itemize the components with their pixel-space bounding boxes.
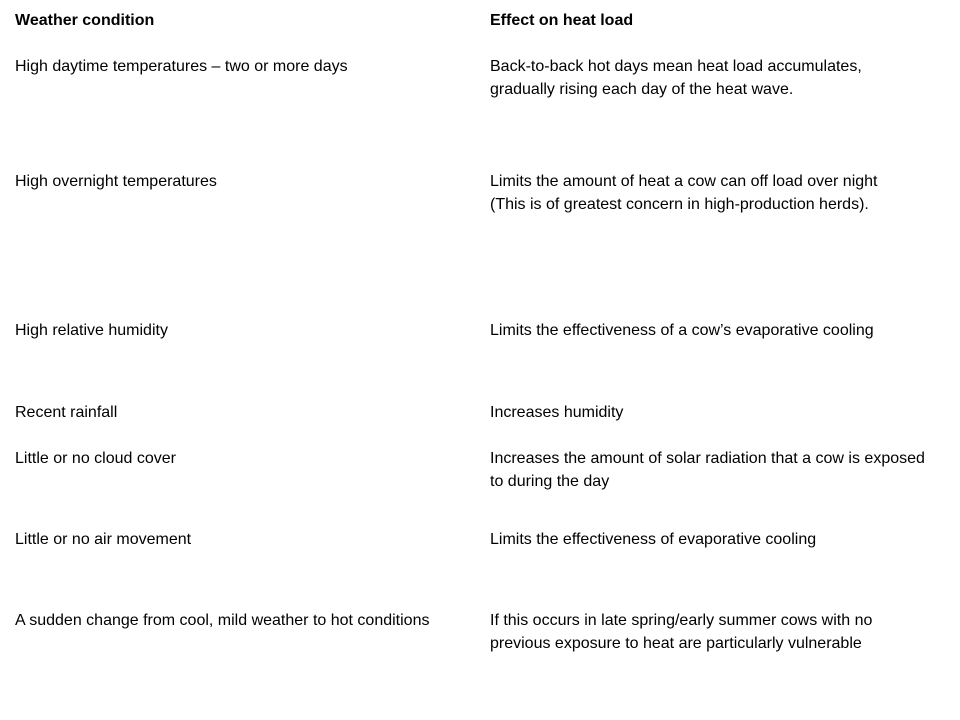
row-6-condition: Little or no air movement (15, 531, 192, 548)
row-2-effect: Limits the amount of heat a cow can off load over night (This is of greatest concern in high-production herds). (490, 173, 878, 213)
row-1-condition: High daytime temperatures – two or more days (15, 58, 348, 75)
row-3-effect: Limits the effectiveness of a cow’s evaporative cooling (490, 322, 874, 339)
row-7-effect: If this occurs in late spring/early summer cows with no previous exposure to heat are particularly vulnerable (490, 612, 873, 652)
header-effect-on-heat-load: Effect on heat load (490, 12, 634, 29)
row-2-condition: High overnight temperatures (15, 173, 217, 190)
row-6-effect: Limits the effectiveness of evaporative cooling (490, 531, 817, 548)
row-5-condition: Little or no cloud cover (15, 450, 176, 467)
row-4-effect: Increases humidity (490, 404, 624, 421)
row-5-effect: Increases the amount of solar radiation that a cow is exposed to during the day (490, 450, 925, 490)
header-weather-condition: Weather condition (15, 12, 155, 29)
row-4-condition: Recent rainfall (15, 404, 118, 421)
row-1-effect: Back-to-back hot days mean heat load accumulates, gradually rising each day of the heat wave. (490, 58, 862, 98)
row-3-condition: High relative humidity (15, 322, 168, 339)
row-7-condition: A sudden change from cool, mild weather to hot conditions (15, 612, 430, 629)
